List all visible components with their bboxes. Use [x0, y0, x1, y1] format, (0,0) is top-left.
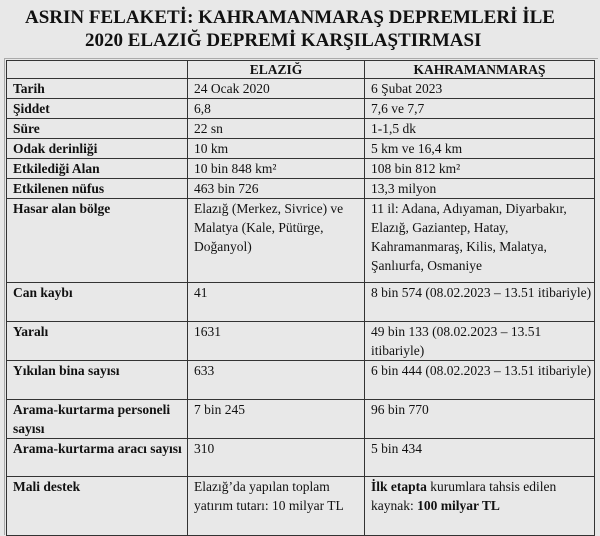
- elazig-value: 24 Ocak 2020: [188, 79, 365, 99]
- row-label: Tarih: [7, 79, 188, 99]
- header-elazig: ELAZIĞ: [188, 61, 365, 79]
- elazig-value: 7 bin 245: [188, 400, 365, 439]
- row-label: Odak derinliği: [7, 139, 188, 159]
- header-empty: [7, 61, 188, 79]
- title-line-1: ASRIN FELAKETİ: KAHRAMANMARAŞ DEPREMLERİ İLE: [25, 7, 555, 28]
- table-row: [7, 361, 595, 400]
- row-label: Şiddet: [7, 99, 188, 119]
- elazig-value: 22 sn: [188, 119, 365, 139]
- row-label: Etkilenen nüfus: [7, 179, 188, 199]
- table-row: [7, 159, 595, 179]
- comparison-table: [6, 60, 595, 536]
- elazig-value: 10 bin 848 km²: [188, 159, 365, 179]
- elazig-value: 41: [188, 283, 365, 322]
- elazig-value: 6,8: [188, 99, 365, 119]
- kahramanmaras-value: 8 bin 574 (08.02.2023 – 13.51 itibariyle): [365, 283, 595, 322]
- title-line-2: 2020 ELAZIĞ DEPREMİ KARŞILAŞTIRMASI: [85, 30, 482, 51]
- table-row: [7, 79, 595, 99]
- elazig-value: 1631: [188, 322, 365, 361]
- kahramanmaras-value: 108 bin 812 km²: [365, 159, 595, 179]
- row-label: Yıkılan bina sayısı: [7, 361, 188, 400]
- table-row: [7, 322, 595, 361]
- header-kahramanmaras: KAHRAMANMARAŞ: [365, 61, 595, 79]
- kahramanmaras-value: 11 il: Adana, Adıyaman, Diyarbakır, Elazığ, Gaziantep, Hatay, Kahramanmaraş, Kilis, Malatya, Şanlıurfa, Osmaniye: [365, 199, 595, 283]
- kahramanmaras-value: 5 km ve 16,4 km: [365, 139, 595, 159]
- row-label: Süre: [7, 119, 188, 139]
- elazig-value: 633: [188, 361, 365, 400]
- kahramanmaras-value: 49 bin 133 (08.02.2023 – 13.51 itibariyle): [365, 322, 595, 361]
- table-row: [7, 179, 595, 199]
- table-row: [7, 119, 595, 139]
- row-label: Hasar alan bölge: [7, 199, 188, 283]
- table-row: [7, 139, 595, 159]
- kahramanmaras-value: 6 Şubat 2023: [365, 79, 595, 99]
- elazig-value: 10 km: [188, 139, 365, 159]
- value-segment: İlk etapta: [371, 479, 427, 494]
- row-label: Arama-kurtarma aracı sayısı: [7, 439, 188, 477]
- kahramanmaras-value: 96 bin 770: [365, 400, 595, 439]
- row-label: Mali destek: [7, 477, 188, 536]
- value-segment: kurumlara tahsis edilen kaynak:: [371, 479, 557, 513]
- table-row: [7, 439, 595, 477]
- kahramanmaras-value: 13,3 milyon: [365, 179, 595, 199]
- table-row: [7, 400, 595, 439]
- kahramanmaras-value: 7,6 ve 7,7: [365, 99, 595, 119]
- elazig-value: 463 bin 726: [188, 179, 365, 199]
- kahramanmaras-value: 5 bin 434: [365, 439, 595, 477]
- table-row: [7, 199, 595, 283]
- elazig-value: 310: [188, 439, 365, 477]
- row-label: Yaralı: [7, 322, 188, 361]
- row-label: Arama-kurtarma personeli sayısı: [7, 400, 188, 439]
- table-row: [7, 477, 595, 536]
- row-label: Can kaybı: [7, 283, 188, 322]
- kahramanmaras-value: 1-1,5 dk: [365, 119, 595, 139]
- table-row: [7, 99, 595, 119]
- table-row: [7, 283, 595, 322]
- elazig-value: Elazığ (Merkez, Sivrice) ve Malatya (Kale, Pütürge, Doğanyol): [188, 199, 365, 283]
- row-label: Etkilediği Alan: [7, 159, 188, 179]
- elazig-value: Elazığ’da yapılan toplam yatırım tutarı: 10 milyar TL: [188, 477, 365, 536]
- kahramanmaras-value: 6 bin 444 (08.02.2023 – 13.51 itibariyle): [365, 361, 595, 400]
- header-row: [7, 61, 595, 79]
- kahramanmaras-value: [365, 477, 595, 536]
- value-segment: 100 milyar TL: [417, 498, 500, 513]
